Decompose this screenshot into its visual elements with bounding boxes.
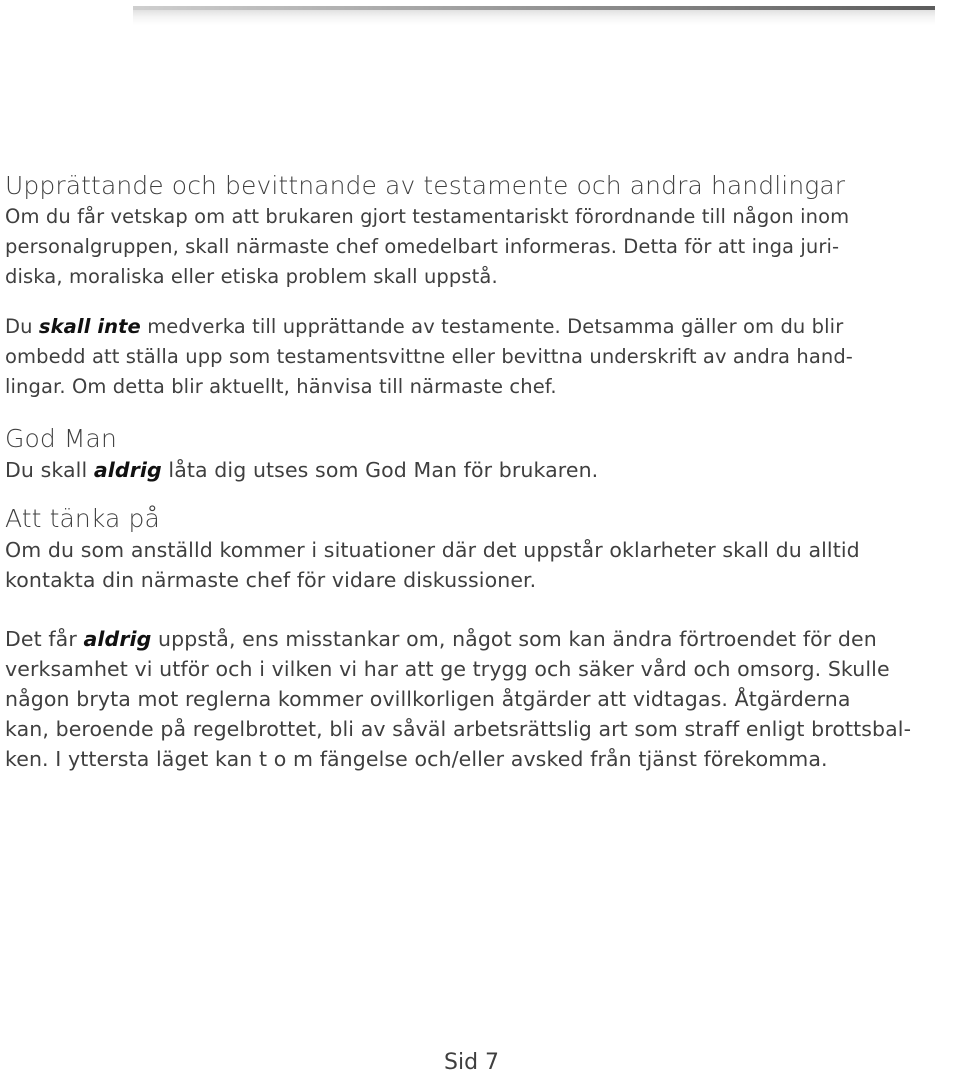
consequences-emphasis: aldrig [83,627,152,651]
god-man-paragraph [5,455,925,485]
god-man-emphasis: aldrig [93,458,162,482]
att-tanka-pa-line-2: kontakta din närmaste chef för vidare diskussioner. [5,568,537,592]
consequences-line-5: ken. I yttersta läget kan t o m fängelse och/eller avsked från tjänst förekomma. [5,747,828,771]
testament-line-2: personalgruppen, skall närmaste chef omedelbart informeras. Detta för att inga juri- [5,235,840,258]
consequences-line-1: uppstå, ens misstankar om, något som kan ändra förtroendet för den [151,627,877,651]
testament-rule-line-1: medverka till upprättande av testamente. Detsamma gäller om du blir [140,315,844,338]
consequences-prefix: Det får [5,627,84,651]
god-man-rest: låta dig utses som God Man för brukaren. [161,458,599,482]
page-number: Sid 7 [444,1050,500,1075]
testament-line-3: diska, moraliska eller etiska problem skall uppstå. [5,265,498,288]
section-heading-god-man: God Man [5,424,117,453]
testament-rule-line-3: lingar. Om detta blir aktuellt, hänvisa till närmaste chef. [5,375,557,398]
header-decorative-line [133,6,935,10]
section-heading-testament: Upprättande och bevittnande av testamente och andra handlingar [5,171,846,200]
section-heading-att-tanka-pa: Att tänka på [5,504,160,533]
document-body [5,170,925,774]
god-man-prefix: Du skall [5,458,94,482]
testament-rule-prefix: Du [5,315,39,338]
consequences-line-4: kan, beroende på regelbrottet, bli av såväl arbetsrättslig art som straff enligt brottsbal- [5,717,912,741]
testament-rule-paragraph [5,312,925,402]
testament-rule-line-2: ombedd att ställa upp som testamentsvittne eller bevittna underskrift av andra hand- [5,345,853,368]
testament-rule-emphasis: skall inte [38,315,141,338]
testament-paragraph [5,202,925,292]
consequences-line-2: verksamhet vi utför och i vilken vi har att ge trygg och säker vård och omsorg. Skulle [5,657,890,681]
testament-line-1: Om du får vetskap om att brukaren gjort testamentariskt förordnande till någon inom [5,205,850,228]
consequences-paragraph [5,624,925,774]
consequences-line-3: någon bryta mot reglerna kommer ovillkorligen åtgärder att vidtagas. Åtgärderna [5,687,851,711]
att-tanka-pa-paragraph [5,535,925,595]
att-tanka-pa-line-1: Om du som anställd kommer i situationer där det uppstår oklarheter skall du alltid [5,538,860,562]
